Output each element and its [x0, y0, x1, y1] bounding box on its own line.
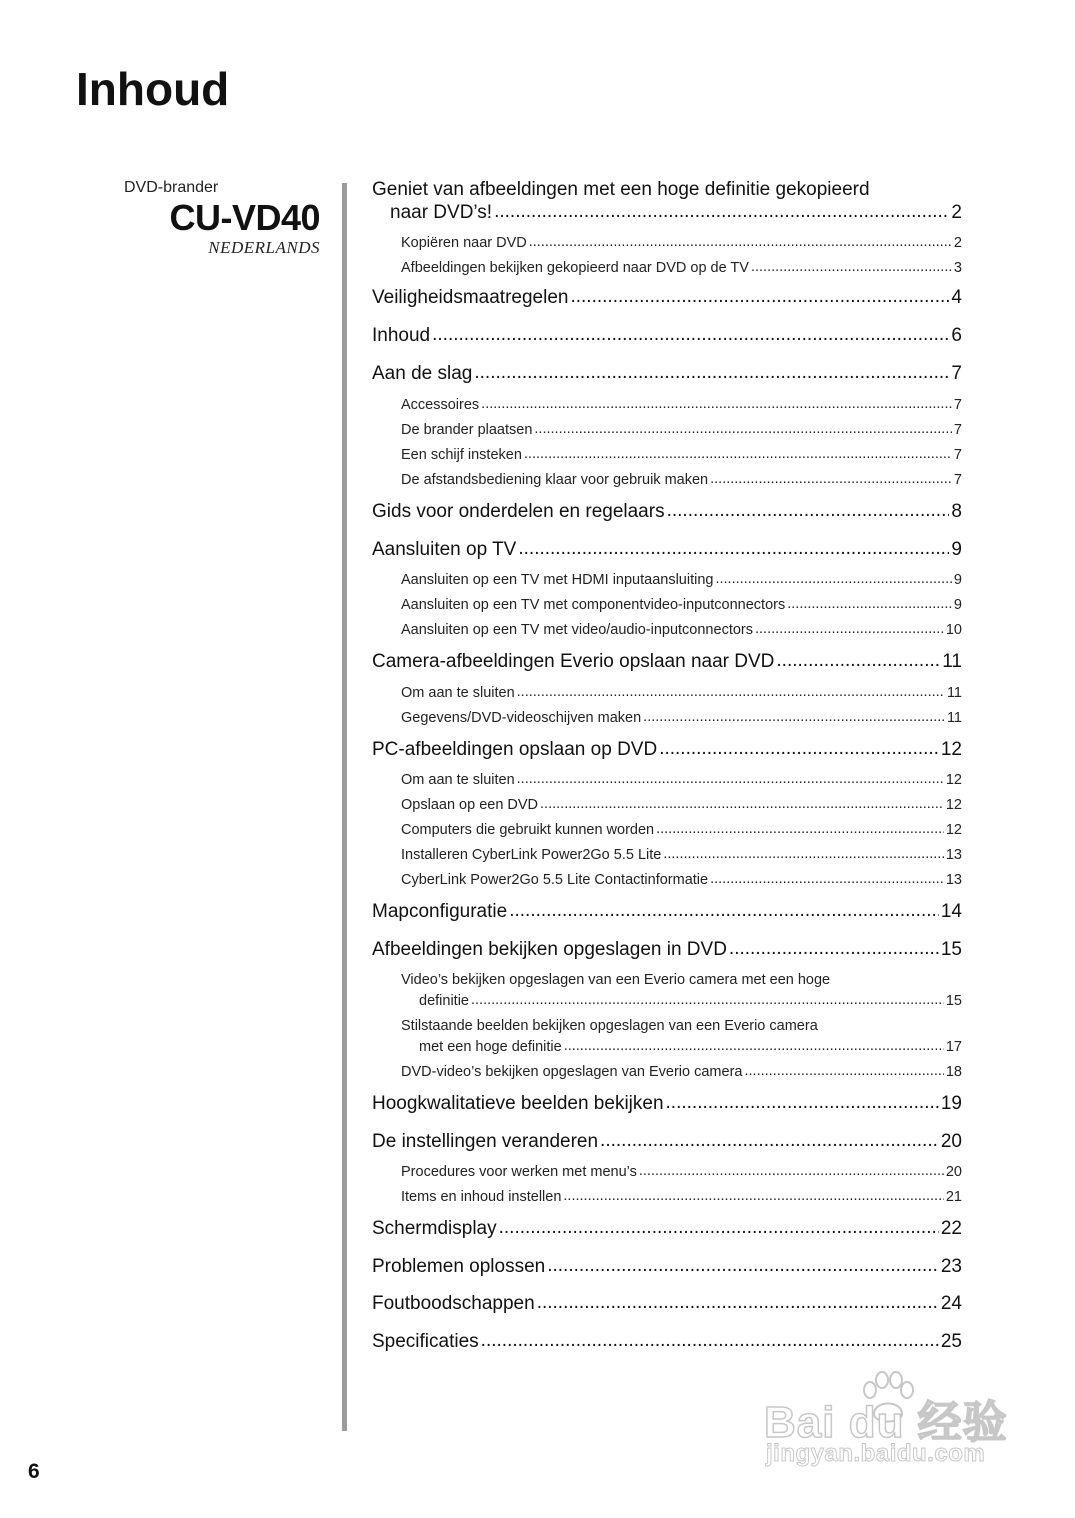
dot-leader	[663, 844, 944, 865]
toc-entry-title: Accessoires	[401, 397, 480, 413]
toc-page-number: 15	[945, 993, 962, 1009]
toc-page-number: 25	[940, 1331, 962, 1352]
toc-entry-title: Om aan te sluiten	[401, 772, 515, 788]
watermark-url: jingyan.baidu.com	[766, 1440, 986, 1467]
toc-section[interactable]	[372, 795, 962, 816]
toc-page-number: 12	[945, 822, 962, 838]
dot-leader	[524, 444, 952, 465]
toc-page-number: 11	[946, 710, 962, 726]
toc-entry-title: Aan de slag	[372, 363, 473, 384]
dot-leader	[563, 1186, 943, 1207]
toc-entry-title: Een schijf insteken	[401, 447, 522, 463]
toc-page-number: 11	[946, 685, 962, 701]
watermark-logo-text: Bai du 经验	[764, 1398, 1008, 1447]
toc-chapter[interactable]	[372, 1330, 962, 1353]
toc-entry-title: De brander plaatsen	[401, 422, 533, 438]
toc-section[interactable]	[372, 1016, 962, 1058]
vertical-divider	[342, 183, 347, 1431]
toc-entry-title: De afstandsbediening klaar voor gebruik maken	[401, 472, 709, 488]
toc-page-number: 8	[951, 501, 962, 522]
toc-section[interactable]	[372, 595, 962, 616]
toc-page-number: 9	[953, 597, 962, 613]
dot-leader	[755, 619, 944, 640]
toc-page-number: 7	[953, 397, 962, 413]
toc-entry-title: Afbeeldingen bekijken opgeslagen in DVD	[372, 939, 727, 960]
toc-section[interactable]	[372, 570, 962, 591]
toc-page-number: 9	[951, 539, 962, 560]
toc-section[interactable]	[372, 708, 962, 729]
toc-entry-title: Geniet van afbeeldingen met een hoge definitie gekopieerd	[372, 179, 870, 200]
dot-leader	[776, 649, 940, 672]
toc-page-number: 3	[953, 260, 962, 276]
dot-leader	[432, 323, 949, 346]
dot-leader	[744, 1061, 943, 1082]
dot-leader	[751, 257, 952, 278]
toc-page-number: 17	[945, 1039, 962, 1055]
dot-leader	[481, 1329, 939, 1352]
toc-entry-title: Kopiëren naar DVD	[401, 235, 527, 251]
toc-page-number: 10	[945, 622, 962, 638]
toc-page-number: 12	[940, 739, 962, 760]
toc-page-number: 12	[945, 772, 962, 788]
toc-chapter[interactable]	[372, 362, 962, 385]
toc-page-number: 9	[953, 572, 962, 588]
toc-section[interactable]	[372, 445, 962, 466]
toc-entry-title: Om aan te sluiten	[401, 685, 515, 701]
toc-section[interactable]	[372, 820, 962, 841]
toc-chapter[interactable]	[372, 1255, 962, 1278]
dot-leader	[787, 594, 952, 615]
toc-section[interactable]	[372, 845, 962, 866]
toc-entry-title: Installeren CyberLink Power2Go 5.5 Lite	[401, 847, 662, 863]
toc-page-number: 18	[945, 1064, 962, 1080]
toc-chapter[interactable]	[372, 500, 962, 523]
product-model: CU-VD40	[169, 197, 320, 238]
toc-section[interactable]	[372, 683, 962, 704]
toc-entry-title: Aansluiten op TV	[372, 539, 517, 560]
toc-page-number: 11	[942, 651, 962, 672]
dot-leader	[481, 394, 952, 415]
toc-chapter[interactable]	[372, 178, 962, 224]
toc-entry-title: Gegevens/DVD-videoschijven maken	[401, 710, 642, 726]
dot-leader	[710, 469, 952, 490]
toc-section[interactable]	[372, 1187, 962, 1208]
toc-page-number: 2	[953, 235, 962, 251]
toc-entry-title: Camera-afbeeldingen Everio opslaan naar DVD	[372, 651, 775, 672]
dot-leader	[499, 1216, 939, 1239]
toc-chapter[interactable]	[372, 1092, 962, 1115]
toc-entry-title: Mapconfiguratie	[372, 901, 508, 922]
toc-entry-title: Procedures voor werken met menu’s	[401, 1164, 637, 1180]
toc-entry-title: Items en inhoud instellen	[401, 1189, 562, 1205]
toc-chapter[interactable]	[372, 286, 962, 309]
toc-section[interactable]	[372, 395, 962, 416]
baidu-watermark	[764, 1368, 1014, 1478]
dot-leader	[537, 1291, 939, 1314]
dot-leader	[518, 537, 949, 560]
toc-page-number: 14	[940, 901, 962, 922]
dot-leader	[474, 361, 949, 384]
toc-page-number: 13	[945, 847, 962, 863]
toc-entry-title: Problemen oplossen	[372, 1256, 546, 1277]
toc-chapter[interactable]	[372, 324, 962, 347]
toc-page-number: 7	[953, 422, 962, 438]
toc-entry-title: Stilstaande beelden bekijken opgeslagen van een Everio camera	[401, 1018, 818, 1034]
toc-entry-title: CyberLink Power2Go 5.5 Lite Contactinformatie	[401, 872, 709, 888]
product-block	[60, 178, 320, 258]
toc-section[interactable]	[372, 770, 962, 791]
toc-entry-title: Gids voor onderdelen en regelaars	[372, 501, 665, 522]
toc-page-number: 4	[951, 287, 962, 308]
toc-entry-title: Aansluiten op een TV met video/audio-inputconnectors	[401, 622, 753, 638]
dot-leader	[509, 899, 939, 922]
toc-entry-title: Schermdisplay	[372, 1218, 497, 1239]
toc-section[interactable]	[372, 420, 962, 441]
toc-entry-title-continued: naar DVD’s!	[390, 202, 493, 223]
toc-entry-title-continued: met een hoge definitie	[419, 1039, 562, 1055]
page-title: Inhoud	[76, 63, 230, 115]
toc-page-number: 20	[945, 1164, 962, 1180]
toc-chapter[interactable]	[372, 1130, 962, 1153]
toc-entry-title: DVD-video’s bekijken opgeslagen van Everio camera	[401, 1064, 743, 1080]
dot-leader	[710, 869, 944, 890]
toc-section[interactable]	[372, 620, 962, 641]
dot-leader	[494, 200, 949, 223]
toc-entry-title: Aansluiten op een TV met componentvideo-inputconnectors	[401, 597, 786, 613]
toc-page-number: 20	[940, 1131, 962, 1152]
toc-chapter[interactable]	[372, 1292, 962, 1315]
dot-leader	[471, 990, 944, 1011]
dot-leader	[639, 1161, 944, 1182]
toc-entry-title: De instellingen veranderen	[372, 1131, 599, 1152]
dot-leader	[540, 794, 944, 815]
toc-chapter[interactable]	[372, 900, 962, 923]
dot-leader	[600, 1129, 939, 1152]
toc-entry-title: Computers die gebruikt kunnen worden	[401, 822, 655, 838]
toc-entry-title: Video’s bekijken opgeslagen van een Everio camera met een hoge	[401, 972, 831, 988]
toc-entry-title: Opslaan op een DVD	[401, 797, 539, 813]
toc-page-number: 12	[945, 797, 962, 813]
dot-leader	[570, 285, 949, 308]
toc-section[interactable]	[372, 1162, 962, 1183]
product-language: NEDERLANDS	[208, 238, 320, 257]
toc-section[interactable]	[372, 870, 962, 891]
toc-chapter[interactable]	[372, 1217, 962, 1240]
toc-section[interactable]	[372, 470, 962, 491]
dot-leader	[517, 769, 944, 790]
toc-chapter[interactable]	[372, 538, 962, 561]
toc-page-number: 6	[951, 325, 962, 346]
toc-entry-title: Hoogkwalitatieve beelden bekijken	[372, 1093, 664, 1114]
dot-leader	[529, 232, 952, 253]
toc-page-number: 23	[940, 1256, 962, 1277]
toc-entry-title: Veiligheidsmaatregelen	[372, 287, 569, 308]
toc-chapter[interactable]	[372, 738, 962, 761]
toc-page-number: 19	[940, 1093, 962, 1114]
dot-leader	[517, 682, 945, 703]
dot-leader	[547, 1254, 939, 1277]
toc-section[interactable]	[372, 970, 962, 1012]
toc-entry-title: Inhoud	[372, 325, 431, 346]
toc-page-number: 7	[953, 472, 962, 488]
dot-leader	[666, 1091, 939, 1114]
page-number: 6	[28, 1460, 40, 1483]
toc-chapter[interactable]	[372, 650, 962, 673]
toc-page-number: 7	[951, 363, 962, 384]
toc-page-number: 7	[953, 447, 962, 463]
dot-leader	[659, 737, 939, 760]
toc-page-number: 24	[940, 1293, 962, 1314]
dot-leader	[667, 499, 950, 522]
dot-leader	[715, 569, 951, 590]
toc-page-number: 2	[951, 202, 962, 223]
toc-entry-title: PC-afbeeldingen opslaan op DVD	[372, 739, 658, 760]
toc-chapter[interactable]	[372, 938, 962, 961]
toc-section[interactable]	[372, 258, 962, 279]
toc-entry-title: Foutboodschappen	[372, 1293, 535, 1314]
toc-page-number: 15	[940, 939, 962, 960]
dot-leader	[534, 419, 952, 440]
toc-entry-title-continued: definitie	[419, 993, 469, 1009]
dot-leader	[643, 707, 945, 728]
toc-section[interactable]	[372, 1062, 962, 1083]
toc-entry-title: Aansluiten op een TV met HDMI inputaansluiting	[401, 572, 714, 588]
dot-leader	[564, 1036, 944, 1057]
toc-section[interactable]	[372, 233, 962, 254]
toc-entry-title: Afbeeldingen bekijken gekopieerd naar DVD op de TV	[401, 260, 749, 276]
product-kind: DVD-brander	[124, 179, 219, 196]
dot-leader	[729, 937, 939, 960]
toc-page-number: 21	[945, 1189, 962, 1205]
toc-entry-title: Specificaties	[372, 1331, 479, 1352]
toc-page-number: 22	[940, 1218, 962, 1239]
dot-leader	[656, 819, 944, 840]
toc-page-number: 13	[945, 872, 962, 888]
